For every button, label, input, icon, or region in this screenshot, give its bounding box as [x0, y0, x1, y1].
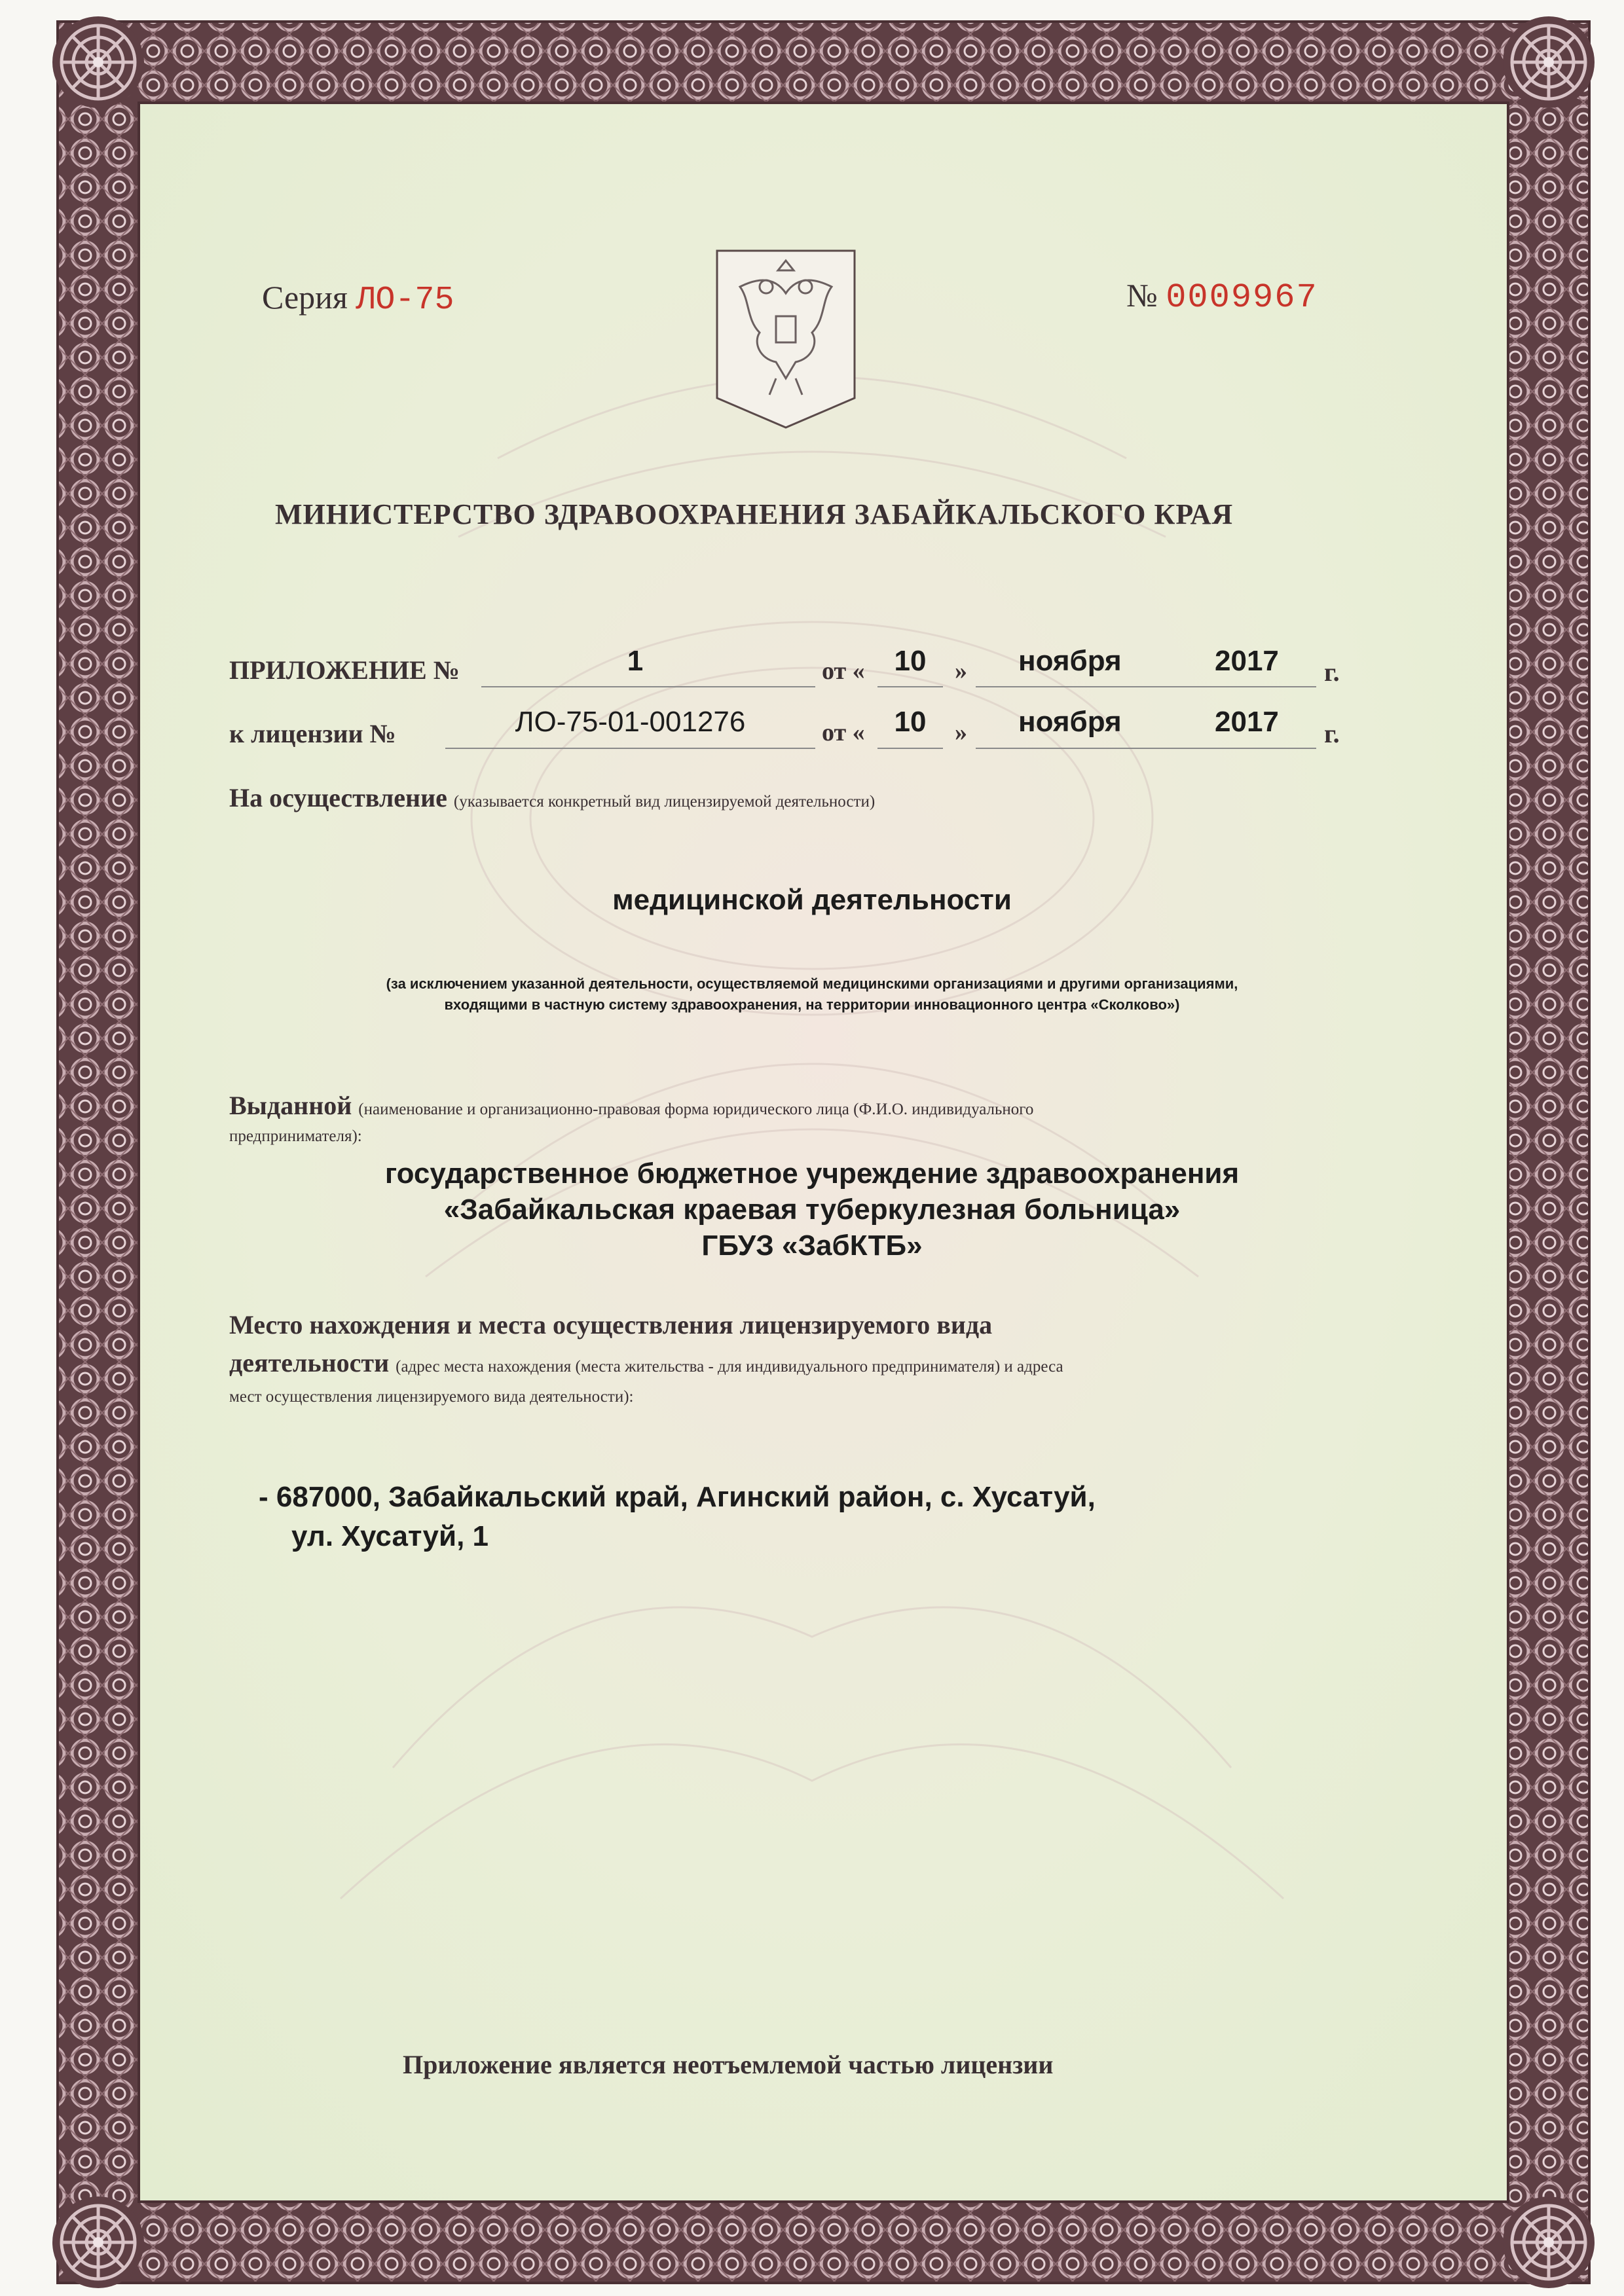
location-label-1: Место нахождения и места осуществления лицензируемого вида [229, 1310, 993, 1339]
activity-note-2: входящими в частную систему здравоохранения, на территории инновационного центра «Сколково») [444, 996, 1180, 1013]
activity-note-1: (за исключением указанной деятельности, осуществляемой медицинскими организациями и другими организациями, [386, 975, 1238, 992]
organization-name-2: «Забайкальская краевая туберкулезная больница» [443, 1194, 1181, 1226]
issued-label: Выданной [229, 1091, 352, 1120]
license-day: 10 [894, 706, 927, 738]
appendix-label: ПРИЛОЖЕНИЕ № [229, 655, 460, 685]
ministry-title: МИНИСТЕРСТВО ЗДРАВООХРАНЕНИЯ ЗАБАЙКАЛЬСКОГО КРАЯ [275, 498, 1234, 530]
activity-value: медицинской деятельности [612, 884, 1012, 916]
organization-short-name: ГБУЗ «ЗабКТБ» [701, 1230, 923, 1262]
footer-note: Приложение является неотъемлемой частью лицензии [403, 2050, 1054, 2079]
license-from: от « [822, 719, 865, 746]
license-month: ноября [1018, 706, 1122, 738]
series-line [262, 278, 454, 319]
series-label: Серия [262, 279, 348, 316]
serial-number: 0009967 [1166, 278, 1318, 317]
appendix-number: 1 [627, 645, 644, 677]
location-line-2 [229, 1347, 1063, 1378]
license-number: ЛО-75-01-001276 [515, 706, 746, 738]
appendix-day: 10 [894, 645, 927, 677]
number-line [1126, 276, 1318, 317]
license-year: 2017 [1215, 706, 1279, 738]
license-label: к лицензии № [229, 719, 396, 748]
issued-line [229, 1090, 1033, 1121]
location-hint-1: (адрес места нахождения (места жительства - для индивидуального предпринимателя) и адреса [396, 1358, 1063, 1376]
series-value: ЛО-75 [356, 282, 454, 319]
license-close: » [955, 719, 967, 746]
address-line-1: - 687000, Забайкальский край, Агинский район, с. Хусатуй, [259, 1481, 1096, 1513]
address-line-2: ул. Хусатуй, 1 [291, 1520, 489, 1552]
activity-line [229, 782, 875, 813]
appendix-month: ноября [1018, 645, 1122, 677]
activity-label: На осуществление [229, 783, 447, 812]
issued-hint-2: предпринимателя): [229, 1127, 362, 1145]
appendix-close: » [955, 657, 967, 685]
number-sign: № [1126, 277, 1158, 314]
organization-name-1: государственное бюджетное учреждение здравоохранения [384, 1157, 1240, 1190]
appendix-year: 2017 [1215, 645, 1279, 677]
location-hint-2: мест осуществления лицензируемого вида деятельности): [229, 1388, 634, 1406]
issued-hint-1: (наименование и организационно-правовая форма юридического лица (Ф.И.О. индивидуального [358, 1101, 1034, 1118]
appendix-g: г. [1324, 657, 1340, 687]
appendix-from: от « [822, 657, 865, 685]
location-label-2: деятельности [229, 1348, 390, 1377]
coat-of-arms-icon [714, 247, 858, 431]
activity-hint: (указывается конкретный вид лицензируемой деятельности) [453, 793, 876, 811]
license-g: г. [1324, 719, 1340, 748]
